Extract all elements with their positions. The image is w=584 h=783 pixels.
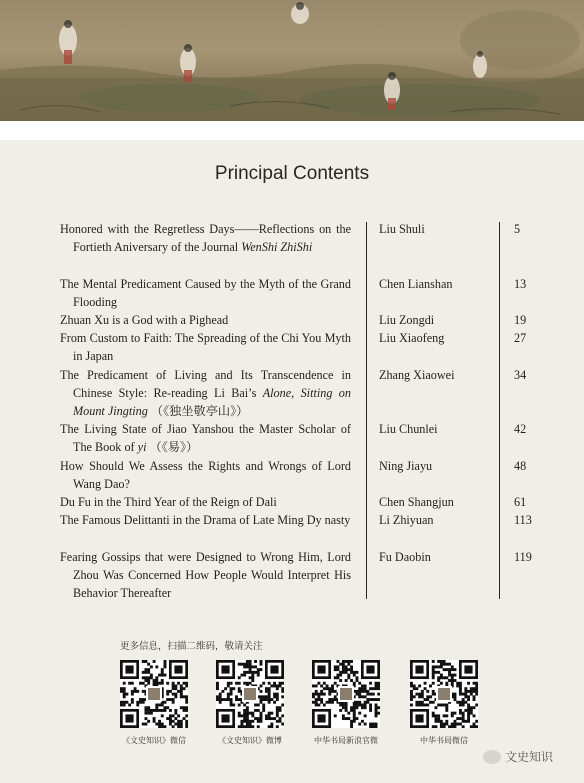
column-divider-left bbox=[366, 222, 367, 599]
entry-page: 48 bbox=[514, 459, 527, 473]
white-strip bbox=[0, 121, 584, 140]
entry-title: Fearing Gossips that were Designed to Wrong Him, Lord Zhou Was Concerned How People Would Interpret His Behavior Thereafter bbox=[60, 550, 351, 601]
entry-author: Chen Shangjun bbox=[379, 495, 454, 509]
entry-title: Du Fu in the Third Year of the Reign of Dali bbox=[60, 495, 277, 509]
entry-author: Zhang Xiaowei bbox=[379, 368, 455, 382]
qr-caption: 《文史知识》微博 bbox=[218, 736, 282, 745]
entry-author: Fu Daobin bbox=[379, 550, 431, 564]
entry-title: The Predicament of Living and Its Transcendence in Chinese Style: Re-reading Li Bai’s Alone, Sitting on Mount Jingting （《独坐敬亭山》） bbox=[60, 368, 351, 419]
entry-title: The Living State of Jiao Yanshou the Master Scholar of The Book of yi （《易》） bbox=[60, 422, 351, 455]
entry-page: 34 bbox=[514, 368, 527, 382]
entry-page: 5 bbox=[514, 222, 521, 236]
qr-caption: 《文史知识》微信 bbox=[122, 736, 186, 745]
qr-code[interactable] bbox=[216, 660, 284, 728]
painting-art bbox=[0, 0, 584, 121]
entry-page: 19 bbox=[514, 313, 527, 327]
entry-author: Li Zhiyuan bbox=[379, 513, 434, 527]
header-painting bbox=[0, 0, 584, 121]
entry-author: Liu Zongdi bbox=[379, 313, 435, 327]
qr-code[interactable] bbox=[410, 660, 478, 728]
entry-author: Ning Jiayu bbox=[379, 459, 433, 473]
column-divider-right bbox=[499, 222, 500, 599]
entry-page: 42 bbox=[514, 422, 527, 436]
qr-caption: 中华书局微信 bbox=[420, 736, 468, 745]
entry-title: Honored with the Regretless Days——Reflections on the Fortieth Aniversary of the Journal WenShi ZhiShi bbox=[60, 222, 351, 255]
entry-author: Liu Shuli bbox=[379, 222, 425, 236]
qr-code[interactable] bbox=[120, 660, 188, 728]
entry-title: How Should We Assess the Rights and Wrongs of Lord Wang Dao? bbox=[60, 459, 351, 492]
entry-author: Liu Chunlei bbox=[379, 422, 438, 436]
page-title: Principal Contents bbox=[214, 163, 370, 184]
entry-page: 13 bbox=[514, 277, 527, 291]
entry-title: The Famous Delittanti in the Drama of Late Ming Dy nasty bbox=[60, 513, 351, 527]
qr-caption: 中华书局新浪官微 bbox=[314, 736, 378, 745]
entry-page: 27 bbox=[514, 331, 527, 345]
qr-prompt: 更多信息，扫描二维码，敬请关注 bbox=[120, 641, 263, 652]
entry-title: The Mental Predicament Caused by the Myth of the Grand Flooding bbox=[60, 277, 351, 310]
qr-code[interactable] bbox=[312, 660, 380, 728]
entry-page: 119 bbox=[514, 550, 532, 564]
entry-author: Liu Xiaofeng bbox=[379, 331, 445, 345]
entry-page: 113 bbox=[514, 513, 532, 527]
entry-page: 61 bbox=[514, 495, 527, 509]
watermark-text: 文史知识 bbox=[505, 750, 554, 764]
wechat-icon bbox=[483, 750, 501, 764]
entry-title: From Custom to Faith: The Spreading of the Chi You Myth in Japan bbox=[60, 331, 351, 364]
entry-author: Chen Lianshan bbox=[379, 277, 453, 291]
entry-title: Zhuan Xu is a God with a Pighead bbox=[60, 313, 229, 327]
watermark bbox=[483, 748, 553, 765]
